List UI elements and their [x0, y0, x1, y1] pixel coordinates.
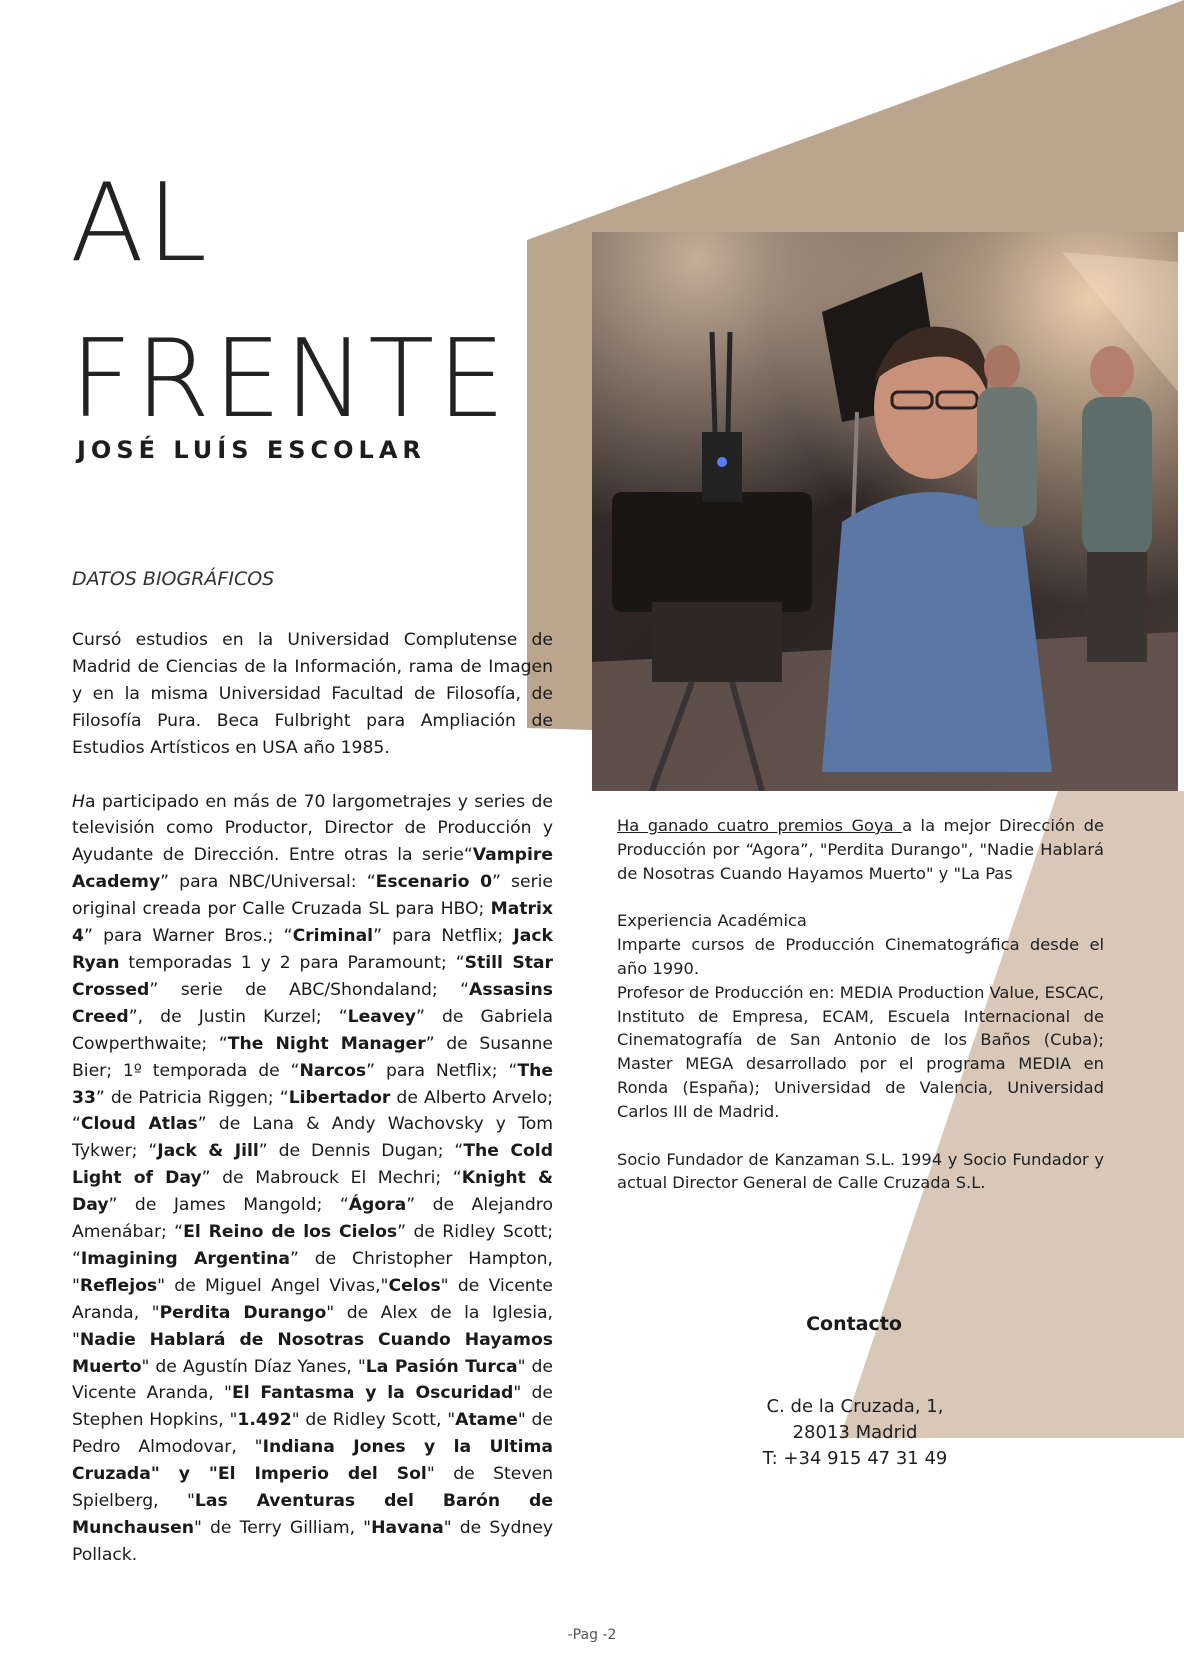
academic-heading: Experiencia Académica	[617, 911, 807, 931]
film-set-illustration	[592, 232, 1178, 791]
address-city: 28013 Madrid	[792, 1422, 918, 1443]
contact-phone: T: +34 915 47 31 49	[762, 1448, 948, 1469]
bio-paragraph-filmography: Ha participado en más de 70 largometrajes y series de televisión como Productor, Director de Producción y Ayudante de Dirección. Entre otras la serie“Vampire Academy” para NBC/Universal: “Escenario 0” serie original creada por Calle Cruzada SL para HBO; Matrix 4” para Warner Bros.; “Criminal” para Netflix; Jack Ryan temporadas 1 y 2 para Paramount; “Still Star Crossed” serie de ABC/Shondaland; “Assasins Creed”, de Justin Kurzel; “Leavey” de Gabriela Cowperthwaite; “The Night Manager” de Susanne Bier; 1º temporada de “Narcos” para Netflix; “The 33” de Patricia Riggen; “Libertador de Alberto Arvelo; “Cloud Atlas” de Lana & Andy Wachovsky y Tom Tykwer; “Jack & Jill” de Dennis Dugan; “The Cold Light of Day” de Mabrouck El Mechri; “Knight & Day” de James Mangold; “Ágora” de Alejandro Amenábar; “El Reino de los Cielos” de Ridley Scott; “Imagining Argentina” de Christopher Hampton, "Reflejos" de Miguel Angel Vivas,"Celos" de Vicente Aranda, "Perdita Durango" de Alex de la Iglesia, "Nadie Hablará de Nosotras Cuando Hayamos Muerto" de Agustín Díaz Yanes, "La Pasión Turca" de Vicente Aranda, "El Fantasma y la Oscuridad" de Stephen Hopkins, "1.492" de Ridley Scott, "Atame" de Pedro Almodovar, "Indiana Jones y la Ultima Cruzada" y "El Imperio del Sol" de Steven Spielberg, "Las Aventuras del Barón de Munchausen" de Terry Gilliam, "Havana" de Sydney Pollack.	[72, 791, 554, 1565]
awards-text: a la mejor Dirección de Producción por “Agora”, "Perdita Durango", "Nadie Hablará de Nosotras Cuando Hayamos Muerto" y "La Pas	[617, 816, 1104, 883]
academic-courses: Imparte cursos de Producción Cinematográfica desde el año 1990.	[617, 935, 1104, 978]
title-line-2: FRENTE	[70, 317, 509, 442]
goya-awards-link[interactable]: Ha ganado cuatro premios Goya	[617, 816, 903, 835]
person-name: JOSÉ LUÍS ESCOLAR	[77, 436, 426, 464]
page-title	[70, 146, 508, 458]
portrait-photo	[592, 232, 1178, 791]
academic-teaching: Profesor de Producción en: MEDIA Production Value, ESCAC, Instituto de Empresa, ECAM, Escuela Internacional de Cinematografía de San Antonio de los Baños (Cuba); Master MEGA desarrollado por el programa MEDIA en Ronda (España); Universidad de Valencia, Universidad Carlos III de Madrid.	[617, 982, 1105, 1121]
address-street: C. de la Cruzada, 1,	[766, 1396, 944, 1417]
page-number: -Pag -2	[567, 1627, 617, 1643]
founder-text: Socio Fundador de Kanzaman S.L. 1994 y Socio Fundador y actual Director General de Calle Cruzada S.L.	[617, 1149, 1104, 1193]
biography-text	[72, 627, 553, 1569]
contact-address	[700, 1394, 1010, 1472]
career-details	[617, 814, 1104, 1195]
bio-paragraph-education: Cursó estudios en la Universidad Complutense de Madrid de Ciencias de la Información, rama de Imagen y en la misma Universidad Facultad de Filosofía, de Filosofía Pura. Beca Fulbright para Ampliación de Estudios Artísticos en USA año 1985.	[72, 630, 553, 758]
section-label-biography: DATOS BIOGRÁFICOS	[72, 568, 275, 590]
contact-heading: Contacto	[806, 1313, 902, 1335]
awards-paragraph	[617, 814, 1104, 885]
title-line-1: AL	[70, 161, 211, 286]
